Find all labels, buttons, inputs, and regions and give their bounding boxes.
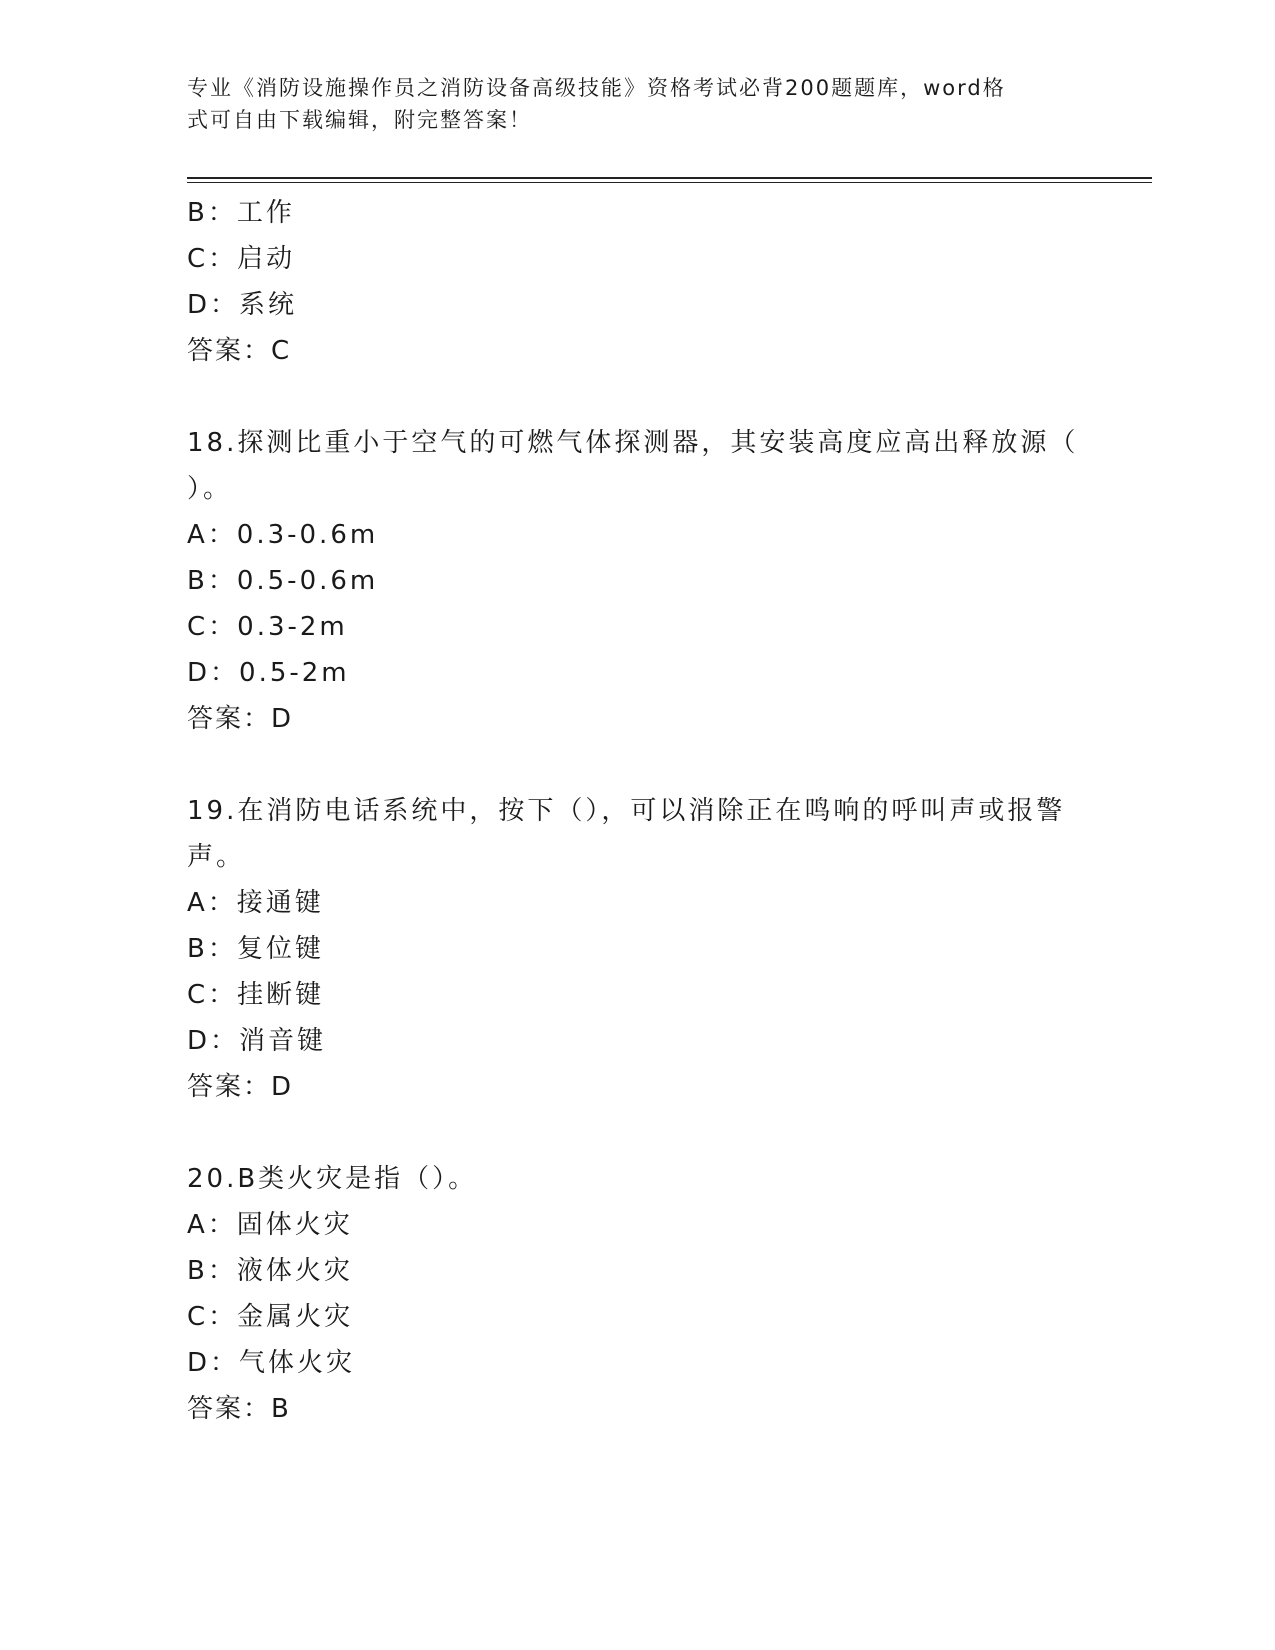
option-d: D：消音键: [187, 1026, 327, 1056]
header-divider-thin: [187, 182, 1152, 183]
question-stem: 20.B类火灾是指（）。: [187, 1164, 478, 1194]
question-stem-continued: ）。: [187, 474, 233, 504]
option-b: B：工作: [187, 198, 295, 228]
question-list: [187, 190, 1087, 1432]
option-c: C：0.3-2m: [187, 612, 348, 642]
answer-line: 答案：D: [187, 1072, 294, 1102]
question-stem-continued: 声。: [187, 842, 246, 872]
option-d: D：系统: [187, 290, 298, 320]
answer-line: 答案：C: [187, 336, 292, 366]
document-header: [187, 72, 1067, 136]
question-stem: 19.在消防电话系统中，按下（），可以消除正在鸣响的呼叫声或报警: [187, 796, 1066, 826]
header-line-2: 式可自由下载编辑，附完整答案！: [187, 108, 532, 132]
question-spacer: [187, 742, 1087, 788]
option-b: B：0.5-0.6m: [187, 566, 379, 596]
option-c: C：挂断键: [187, 980, 325, 1010]
option-d: D：气体火灾: [187, 1348, 356, 1378]
question-17-tail: [187, 190, 1087, 374]
header-divider-thick: [187, 177, 1152, 179]
option-b: B：复位键: [187, 934, 324, 964]
question-spacer: [187, 374, 1087, 420]
option-a: A：固体火灾: [187, 1210, 353, 1240]
question-stem: 18.探测比重小于空气的可燃气体探测器，其安装高度应高出释放源（: [187, 428, 1079, 458]
option-a: A：0.3-0.6m: [187, 520, 379, 550]
question-18: [187, 420, 1087, 742]
option-d: D：0.5-2m: [187, 658, 350, 688]
option-c: C：启动: [187, 244, 296, 274]
option-c: C：金属火灾: [187, 1302, 354, 1332]
option-b: B：液体火灾: [187, 1256, 353, 1286]
answer-line: 答案：B: [187, 1394, 291, 1424]
header-line-1: 专业《消防设施操作员之消防设备高级技能》资格考试必背200题题库，word格: [187, 76, 1006, 100]
option-a: A：接通键: [187, 888, 324, 918]
question-spacer: [187, 1110, 1087, 1156]
question-19: [187, 788, 1087, 1110]
question-20: [187, 1156, 1087, 1432]
answer-line: 答案：D: [187, 704, 294, 734]
